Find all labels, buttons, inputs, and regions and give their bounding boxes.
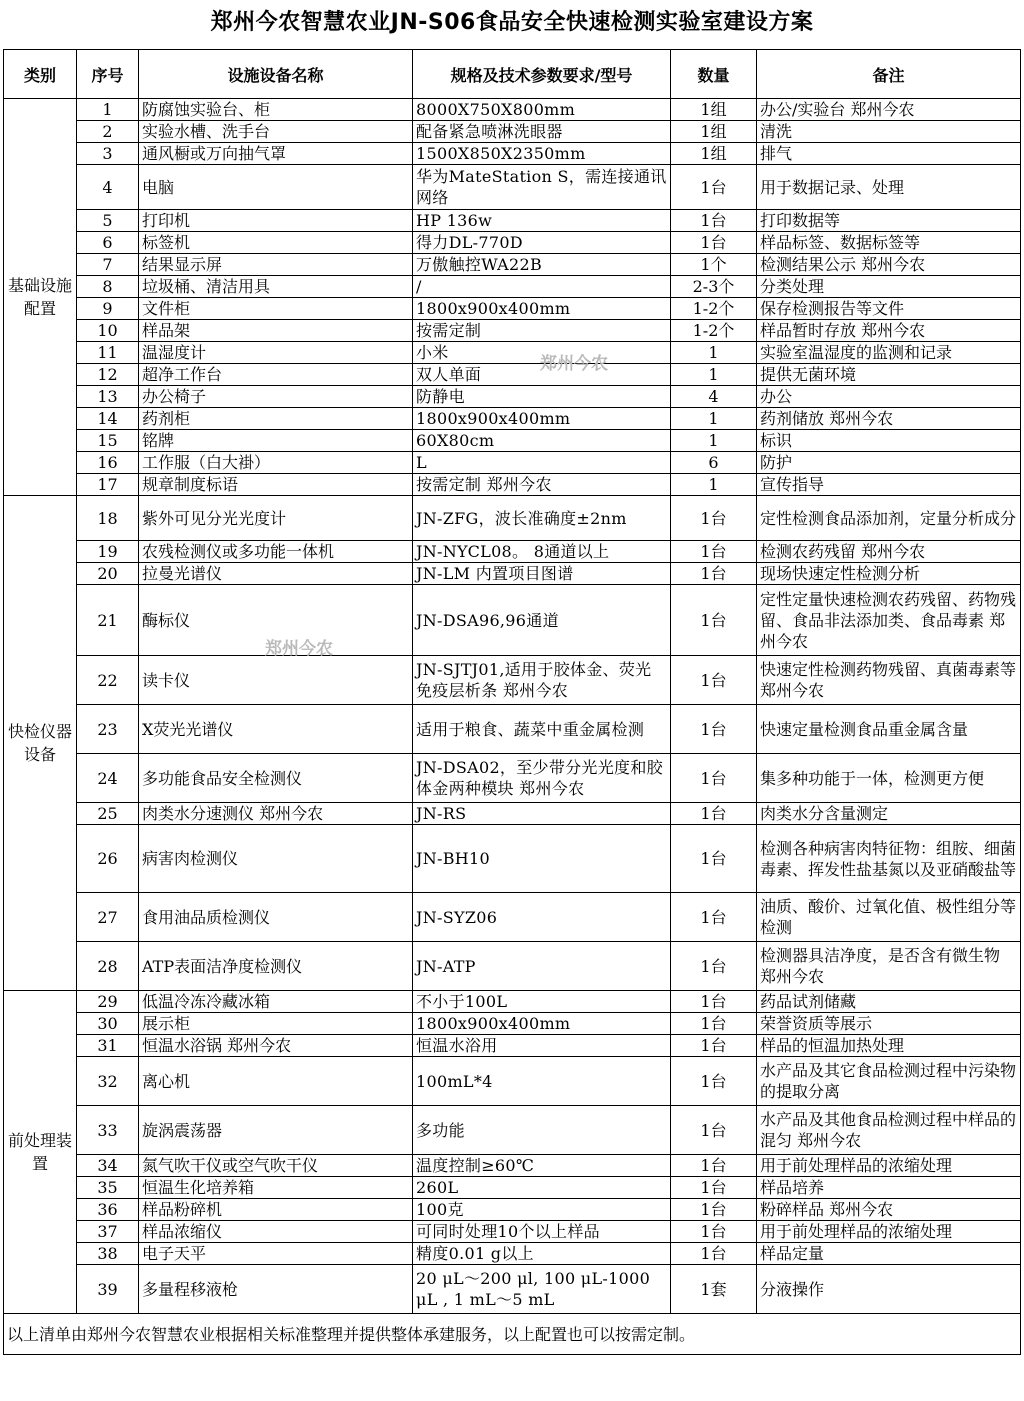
row-note: 分液操作 [757, 1265, 1021, 1314]
row-no: 10 [77, 320, 139, 342]
row-qty: 1台 [671, 1057, 757, 1106]
row-spec: 温度控制≥60℃ [413, 1155, 671, 1177]
row-note: 水产品及其它食品检测过程中污染物的提取分离 [757, 1057, 1021, 1106]
row-note: 定性定量快速检测农药残留、药物残留、食品非法添加类、食品毒素 郑州今农 [757, 585, 1021, 656]
row-name: 电子天平 [139, 1243, 413, 1265]
table-body [4, 99, 1021, 1355]
row-spec: 1800x900x400mm [413, 298, 671, 320]
row-qty: 1 [671, 364, 757, 386]
row-name: 温湿度计 [139, 342, 413, 364]
row-note: 样品的恒温加热处理 [757, 1035, 1021, 1057]
table-row [4, 430, 1021, 452]
row-no: 12 [77, 364, 139, 386]
row-spec: 1800x900x400mm [413, 1013, 671, 1035]
row-name: 紫外可见分光光度计 [139, 496, 413, 541]
row-qty: 1台 [671, 563, 757, 585]
row-no: 39 [77, 1265, 139, 1314]
category-cell: 前处理装置 [4, 991, 77, 1314]
row-name: 办公椅子 [139, 386, 413, 408]
row-qty: 1台 [671, 585, 757, 656]
row-name: 样品粉碎机 [139, 1199, 413, 1221]
row-name: 规章制度标语 [139, 474, 413, 496]
row-name: 样品浓缩仪 [139, 1221, 413, 1243]
row-no: 4 [77, 165, 139, 210]
row-no: 34 [77, 1155, 139, 1177]
row-spec: 恒温水浴用 [413, 1035, 671, 1057]
row-name: 恒温水浴锅 郑州今农 [139, 1035, 413, 1057]
row-no: 18 [77, 496, 139, 541]
equipment-table [3, 49, 1021, 1355]
row-no: 1 [77, 99, 139, 121]
row-no: 33 [77, 1106, 139, 1155]
header-category: 类别 [4, 50, 77, 99]
table-row [4, 541, 1021, 563]
table-row [4, 1035, 1021, 1057]
row-spec: 100mL*4 [413, 1057, 671, 1106]
row-note: 快速定量检测食品重金属含量 [757, 705, 1021, 754]
row-qty: 1台 [671, 541, 757, 563]
row-qty: 1台 [671, 1221, 757, 1243]
row-no: 15 [77, 430, 139, 452]
row-qty: 1个 [671, 254, 757, 276]
row-no: 14 [77, 408, 139, 430]
table-row [4, 563, 1021, 585]
row-note: 办公 [757, 386, 1021, 408]
row-qty: 1台 [671, 754, 757, 803]
row-no: 19 [77, 541, 139, 563]
row-spec: 万傲触控WA22B [413, 254, 671, 276]
row-name: 打印机 [139, 210, 413, 232]
row-qty: 1台 [671, 1243, 757, 1265]
row-name: 药剂柜 [139, 408, 413, 430]
row-qty: 1台 [671, 1013, 757, 1035]
row-name: 超净工作台 [139, 364, 413, 386]
row-note: 荣誉资质等展示 [757, 1013, 1021, 1035]
row-qty: 1 [671, 342, 757, 364]
row-name: 多功能食品安全检测仪 [139, 754, 413, 803]
row-qty: 1台 [671, 1199, 757, 1221]
footer-row [4, 1314, 1021, 1355]
row-qty: 1-2个 [671, 298, 757, 320]
header-no: 序号 [77, 50, 139, 99]
row-name: 展示柜 [139, 1013, 413, 1035]
row-qty: 1组 [671, 99, 757, 121]
row-spec: JN-ATP [413, 942, 671, 991]
table-row [4, 210, 1021, 232]
table-row [4, 452, 1021, 474]
row-no: 31 [77, 1035, 139, 1057]
row-no: 36 [77, 1199, 139, 1221]
row-note: 检测器具洁净度，是否含有微生物 郑州今农 [757, 942, 1021, 991]
row-note: 样品培养 [757, 1177, 1021, 1199]
row-note: 样品暂时存放 郑州今农 [757, 320, 1021, 342]
row-spec: 华为MateStation S，需连接通讯网络 [413, 165, 671, 210]
row-note: 快速定性检测药物残留、真菌毒素等 郑州今农 [757, 656, 1021, 705]
row-name: 病害肉检测仪 [139, 825, 413, 893]
table-row [4, 342, 1021, 364]
row-name: ATP表面洁净度检测仪 [139, 942, 413, 991]
row-name: 样品架 [139, 320, 413, 342]
row-note: 现场快速定性检测分析 [757, 563, 1021, 585]
row-name: 电脑 [139, 165, 413, 210]
table-row [4, 991, 1021, 1013]
row-qty: 1台 [671, 656, 757, 705]
row-qty: 1组 [671, 143, 757, 165]
row-spec: 适用于粮食、蔬菜中重金属检测 [413, 705, 671, 754]
row-spec: 60X80cm [413, 430, 671, 452]
table-row [4, 121, 1021, 143]
row-qty: 1台 [671, 1177, 757, 1199]
table-row [4, 1106, 1021, 1155]
header-note: 备注 [757, 50, 1021, 99]
row-name: 肉类水分速测仪 郑州今农 [139, 803, 413, 825]
row-no: 22 [77, 656, 139, 705]
row-note: 提供无菌环境 [757, 364, 1021, 386]
row-note: 排气 [757, 143, 1021, 165]
table-row [4, 1265, 1021, 1314]
table-row [4, 496, 1021, 541]
row-spec: 8000X750X800mm [413, 99, 671, 121]
row-spec: 防静电 [413, 386, 671, 408]
row-no: 32 [77, 1057, 139, 1106]
table-row [4, 320, 1021, 342]
row-name: 离心机 [139, 1057, 413, 1106]
row-spec: 1500X850X2350mm [413, 143, 671, 165]
row-spec: L [413, 452, 671, 474]
row-no: 29 [77, 991, 139, 1013]
row-no: 21 [77, 585, 139, 656]
row-name: 氮气吹干仪或空气吹干仪 [139, 1155, 413, 1177]
row-spec: 配备紧急喷淋洗眼器 [413, 121, 671, 143]
row-note: 防护 [757, 452, 1021, 474]
table-row [4, 1177, 1021, 1199]
header-spec: 规格及技术参数要求/型号 [413, 50, 671, 99]
table-row [4, 1057, 1021, 1106]
row-no: 23 [77, 705, 139, 754]
row-name: 拉曼光谱仪 [139, 563, 413, 585]
row-note: 定性检测食品添加剂，定量分析成分 [757, 496, 1021, 541]
watermark-text: 郑州今农 [265, 639, 333, 659]
row-qty: 1台 [671, 825, 757, 893]
table-row [4, 474, 1021, 496]
table-row [4, 754, 1021, 803]
row-name: 农残检测仪或多功能一体机 [139, 541, 413, 563]
row-no: 5 [77, 210, 139, 232]
row-name: 食用油品质检测仪 [139, 893, 413, 942]
row-spec: 20 μL～200 μl, 100 μL-1000 μL , 1 mL～5 mL [413, 1265, 671, 1314]
row-name: 工作服（白大褂） [139, 452, 413, 474]
table-row [4, 1155, 1021, 1177]
row-name: 铭牌 [139, 430, 413, 452]
row-spec: 双人单面 [413, 364, 671, 386]
row-spec: 260L [413, 1177, 671, 1199]
table-row [4, 1013, 1021, 1035]
row-no: 2 [77, 121, 139, 143]
row-note: 用于数据记录、处理 [757, 165, 1021, 210]
row-name: 低温冷冻冷藏冰箱 [139, 991, 413, 1013]
table-row [4, 942, 1021, 991]
table-row [4, 254, 1021, 276]
row-no: 3 [77, 143, 139, 165]
row-qty: 1套 [671, 1265, 757, 1314]
row-qty: 1-2个 [671, 320, 757, 342]
row-no: 28 [77, 942, 139, 991]
row-spec: 多功能 [413, 1106, 671, 1155]
row-no: 11 [77, 342, 139, 364]
table-row [4, 825, 1021, 893]
row-no: 35 [77, 1177, 139, 1199]
row-note: 打印数据等 [757, 210, 1021, 232]
row-qty: 1台 [671, 942, 757, 991]
row-spec: HP 136w [413, 210, 671, 232]
row-no: 37 [77, 1221, 139, 1243]
row-name: 多量程移液枪 [139, 1265, 413, 1314]
row-qty: 1台 [671, 496, 757, 541]
row-qty: 1台 [671, 803, 757, 825]
row-no: 26 [77, 825, 139, 893]
table-row [4, 298, 1021, 320]
row-note: 标识 [757, 430, 1021, 452]
table-row [4, 386, 1021, 408]
table-row [4, 364, 1021, 386]
row-no: 16 [77, 452, 139, 474]
table-row [4, 585, 1021, 656]
row-note: 粉碎样品 郑州今农 [757, 1199, 1021, 1221]
row-note: 检测农药残留 郑州今农 [757, 541, 1021, 563]
row-name: 恒温生化培养箱 [139, 1177, 413, 1199]
watermark-text: 郑州今农 [540, 354, 608, 374]
row-note: 肉类水分含量测定 [757, 803, 1021, 825]
row-spec: JN-BH10 [413, 825, 671, 893]
row-qty: 1 [671, 408, 757, 430]
row-spec: 得力DL-770D [413, 232, 671, 254]
row-qty: 1台 [671, 165, 757, 210]
row-no: 25 [77, 803, 139, 825]
table-row [4, 143, 1021, 165]
row-name: 垃圾桶、清洁用具 [139, 276, 413, 298]
row-spec: JN-DSA02，至少带分光光度和胶体金两种模块 郑州今农 [413, 754, 671, 803]
row-spec: 100克 [413, 1199, 671, 1221]
row-name: 标签机 [139, 232, 413, 254]
row-spec: JN-LM 内置项目图谱 [413, 563, 671, 585]
row-note: 检测结果公示 郑州今农 [757, 254, 1021, 276]
table-row [4, 232, 1021, 254]
row-qty: 1台 [671, 1106, 757, 1155]
row-spec: JN-SJTJ01,适用于胶体金、荧光免疫层析条 郑州今农 [413, 656, 671, 705]
row-no: 27 [77, 893, 139, 942]
table-row [4, 1243, 1021, 1265]
row-name: X荧光光谱仪 [139, 705, 413, 754]
row-note: 用于前处理样品的浓缩处理 [757, 1221, 1021, 1243]
table-row [4, 165, 1021, 210]
table-row [4, 893, 1021, 942]
footer-note: 以上清单由郑州今农智慧农业根据相关标准整理并提供整体承建服务，以上配置也可以按需定制。 [4, 1314, 1021, 1355]
table-row [4, 1221, 1021, 1243]
row-spec: JN-RS [413, 803, 671, 825]
row-note: 检测各种病害肉特征物：组胺、细菌毒素、挥发性盐基氮以及亚硝酸盐等 [757, 825, 1021, 893]
row-name: 文件柜 [139, 298, 413, 320]
row-note: 实验室温湿度的监测和记录 [757, 342, 1021, 364]
row-qty: 1台 [671, 232, 757, 254]
table-row [4, 705, 1021, 754]
row-no: 9 [77, 298, 139, 320]
row-spec: 精度0.01 g以上 [413, 1243, 671, 1265]
row-no: 8 [77, 276, 139, 298]
row-note: 样品定量 [757, 1243, 1021, 1265]
row-note: 药剂储放 郑州今农 [757, 408, 1021, 430]
table-row [4, 1199, 1021, 1221]
table-row [4, 99, 1021, 121]
row-note: 清洗 [757, 121, 1021, 143]
row-no: 20 [77, 563, 139, 585]
row-spec: 按需定制 [413, 320, 671, 342]
row-note: 药品试剂储藏 [757, 991, 1021, 1013]
row-qty: 2-3个 [671, 276, 757, 298]
row-qty: 1台 [671, 210, 757, 232]
row-no: 6 [77, 232, 139, 254]
row-no: 38 [77, 1243, 139, 1265]
row-note: 样品标签、数据标签等 [757, 232, 1021, 254]
row-qty: 1台 [671, 1155, 757, 1177]
row-spec: 可同时处理10个以上样品 [413, 1221, 671, 1243]
row-note: 集多种功能于一体，检测更方便 [757, 754, 1021, 803]
row-spec: 小米 [413, 342, 671, 364]
row-note: 用于前处理样品的浓缩处理 [757, 1155, 1021, 1177]
row-qty: 1组 [671, 121, 757, 143]
table-row [4, 803, 1021, 825]
row-no: 24 [77, 754, 139, 803]
row-no: 7 [77, 254, 139, 276]
row-qty: 1台 [671, 705, 757, 754]
table-header-row [4, 50, 1021, 99]
row-no: 30 [77, 1013, 139, 1035]
row-note: 办公/实验台 郑州今农 [757, 99, 1021, 121]
row-spec: JN-SYZ06 [413, 893, 671, 942]
row-name: 实验水槽、洗手台 [139, 121, 413, 143]
header-qty: 数量 [671, 50, 757, 99]
row-qty: 1 [671, 474, 757, 496]
row-note: 保存检测报告等文件 [757, 298, 1021, 320]
row-spec: 按需定制 郑州今农 [413, 474, 671, 496]
row-spec: 1800x900x400mm [413, 408, 671, 430]
table-row [4, 656, 1021, 705]
row-name: 通风橱或万向抽气罩 [139, 143, 413, 165]
row-name: 结果显示屏 [139, 254, 413, 276]
row-spec: JN-ZFG，波长准确度±2nm [413, 496, 671, 541]
row-note: 分类处理 [757, 276, 1021, 298]
row-spec: / [413, 276, 671, 298]
row-name: 读卡仪 [139, 656, 413, 705]
row-spec: JN-DSA96,96通道 [413, 585, 671, 656]
row-note: 宣传指导 [757, 474, 1021, 496]
row-qty: 1台 [671, 1035, 757, 1057]
row-qty: 1 [671, 430, 757, 452]
category-cell: 快检仪器设备 [4, 496, 77, 991]
row-note: 水产品及其他食品检测过程中样品的混匀 郑州今农 [757, 1106, 1021, 1155]
row-name: 酶标仪 [139, 585, 413, 656]
page-title: 郑州今农智慧农业JN-S06食品安全快速检测实验室建设方案 [210, 10, 814, 35]
table-row [4, 276, 1021, 298]
row-qty: 4 [671, 386, 757, 408]
row-no: 13 [77, 386, 139, 408]
row-note: 油质、酸价、过氧化值、极性组分等检测 [757, 893, 1021, 942]
row-qty: 6 [671, 452, 757, 474]
category-cell: 基础设施配置 [4, 99, 77, 496]
row-name: 防腐蚀实验台、柜 [139, 99, 413, 121]
row-name: 旋涡震荡器 [139, 1106, 413, 1155]
row-spec: 不小于100L [413, 991, 671, 1013]
row-no: 17 [77, 474, 139, 496]
table-row [4, 408, 1021, 430]
row-qty: 1台 [671, 991, 757, 1013]
row-qty: 1台 [671, 893, 757, 942]
header-name: 设施设备名称 [139, 50, 413, 99]
row-spec: JN-NYCL08。 8通道以上 [413, 541, 671, 563]
